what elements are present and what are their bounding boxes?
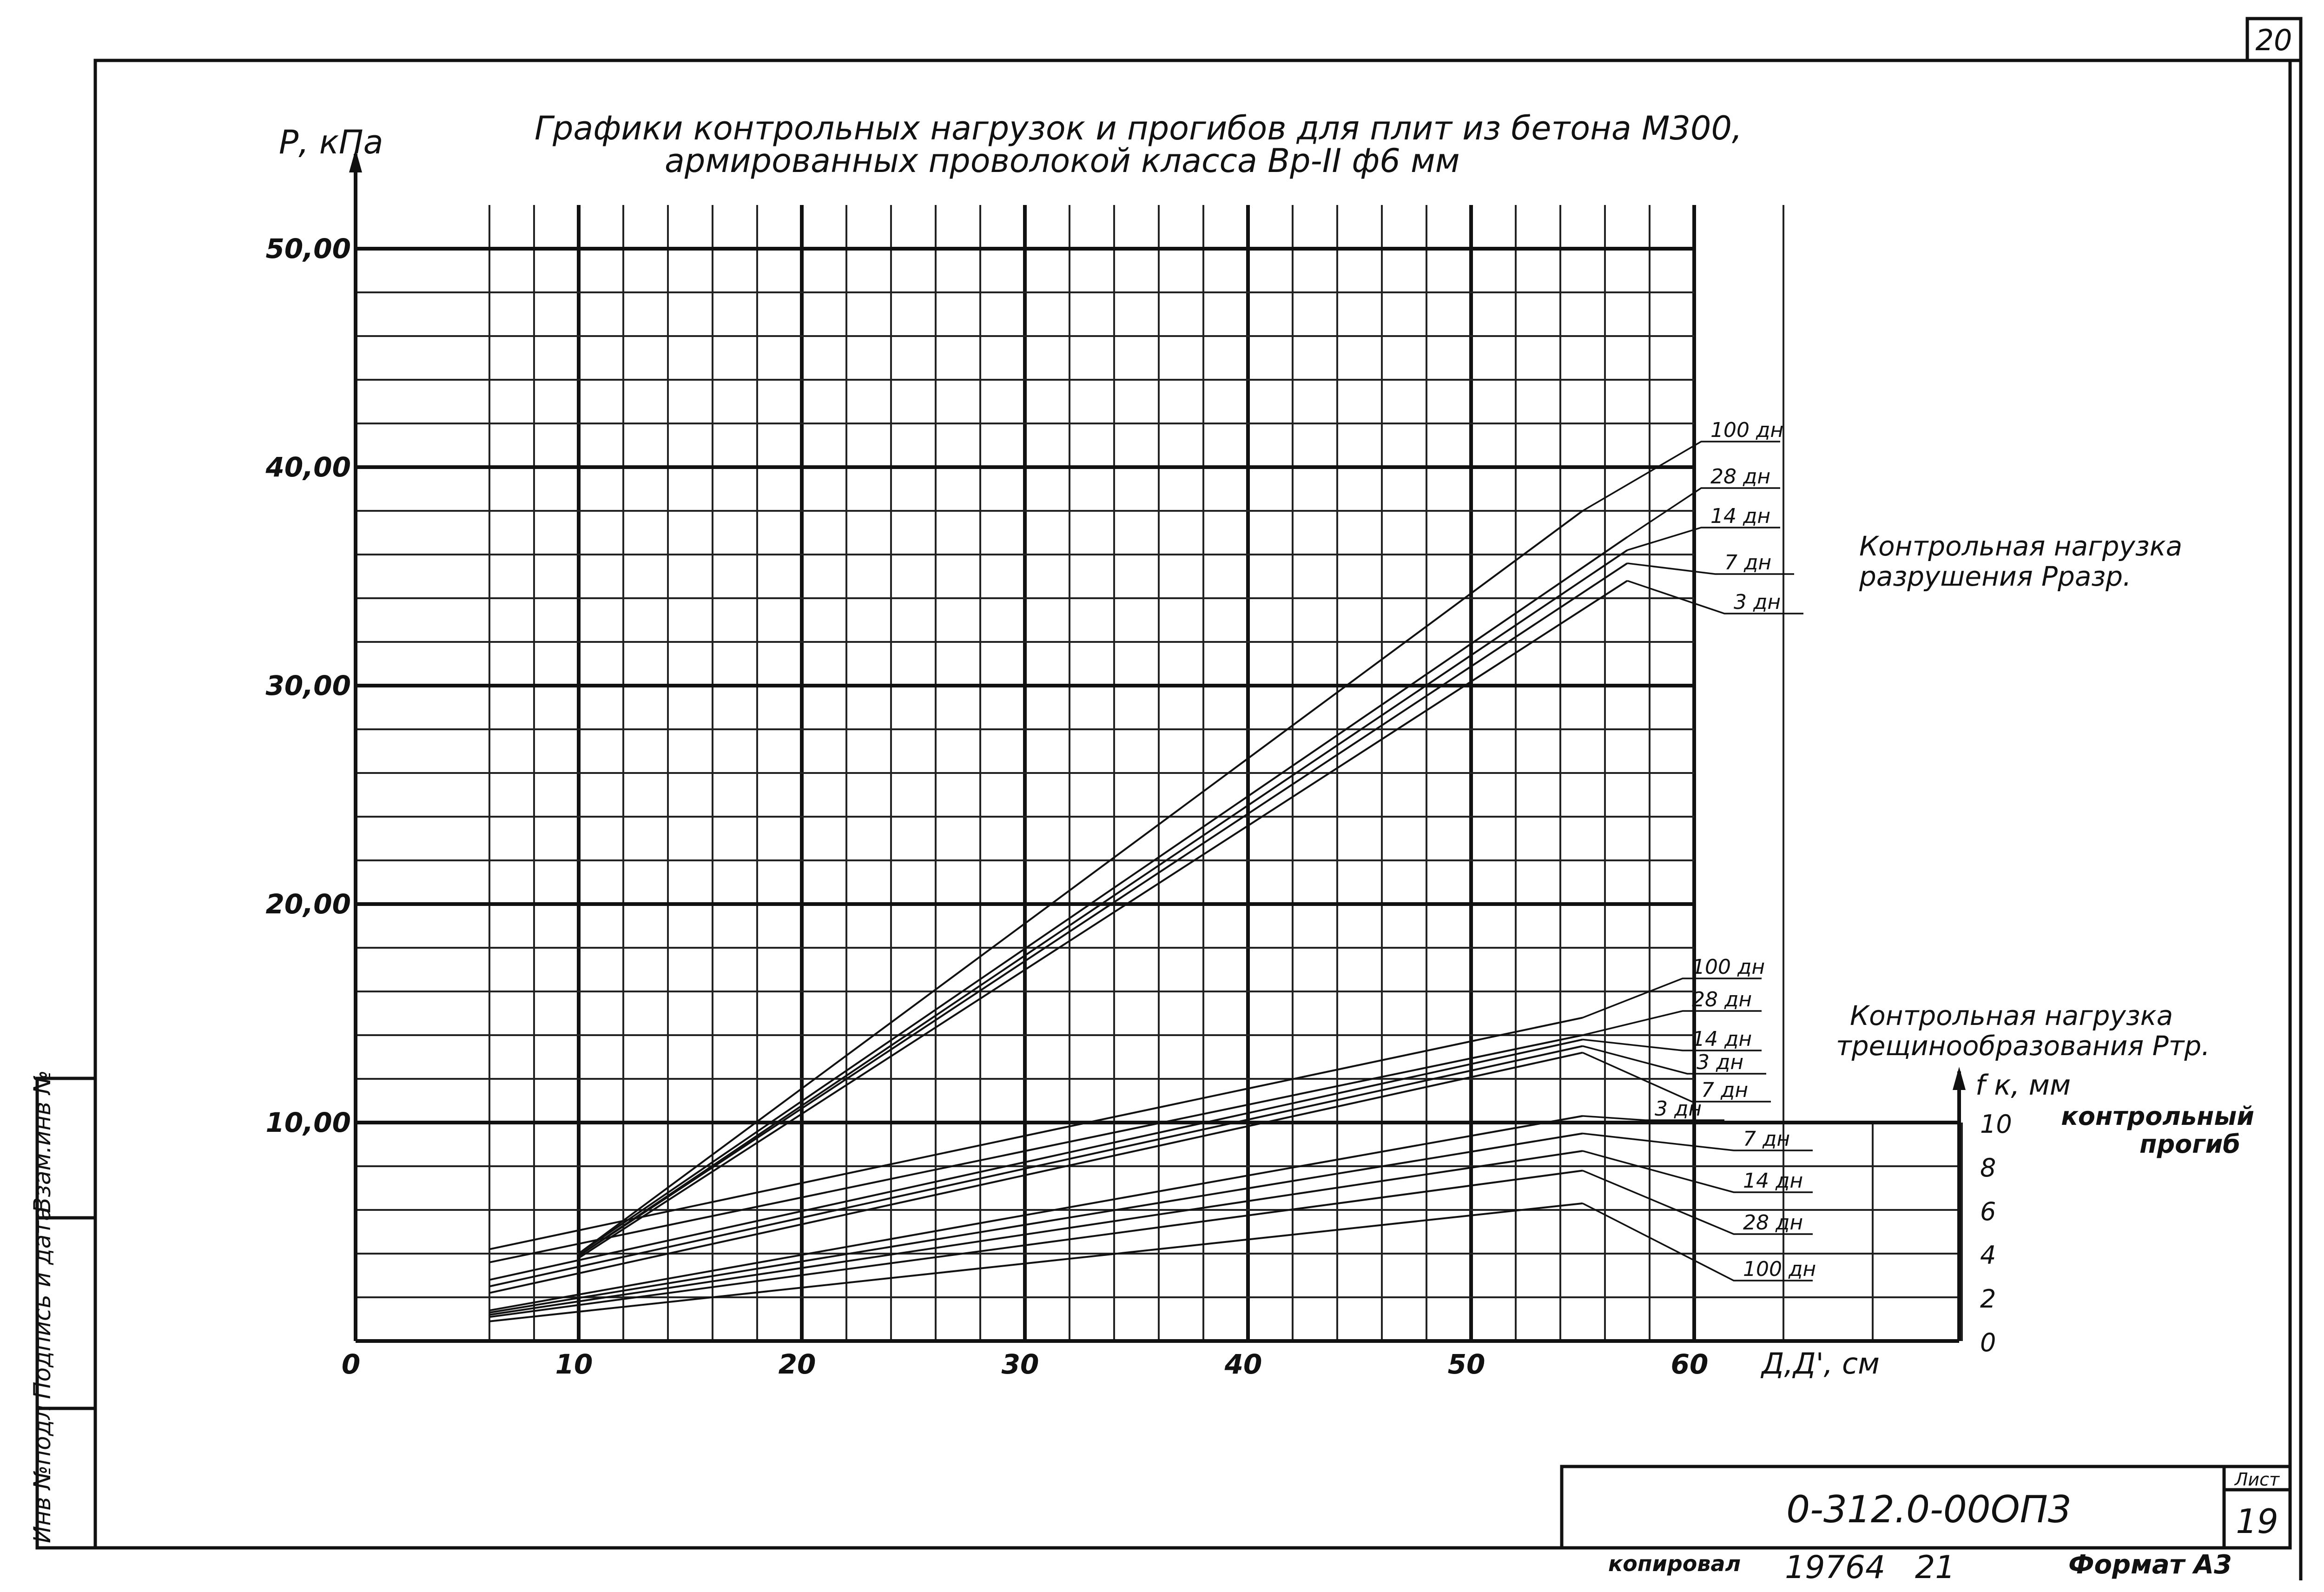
x-tick-label: 30 [1001,1348,1039,1380]
title-block [1562,1466,2290,1586]
series-label: 28 дн [1692,988,1752,1011]
series-label: 7 дн [1743,1127,1790,1151]
series-label: 14 дн [1743,1169,1803,1193]
y2-tick-label: 10 [1980,1110,2012,1139]
group-label-deflection-line1: контрольный [2061,1102,2254,1131]
series-label: 28 дн [1743,1211,1803,1235]
series-label: 3 дн [1734,590,1781,614]
series-label: 14 дн [1692,1027,1752,1051]
x-tick-label: 50 [1447,1348,1486,1380]
group-label-cracking-line2: трещинообразования Ртр. [1836,1030,2210,1062]
chart-title: Графики контрольных нагрузок и прогибов для плит из бетона М300, [535,109,1743,147]
group-label-failure-line1: Контрольная нагрузка [1859,530,2183,562]
y-tick-label: 20,00 [265,888,351,920]
x-tick-label: 40 [1224,1348,1262,1380]
y2-tick-label: 2 [1980,1284,1996,1314]
order-suffix: 21 [1915,1549,1955,1586]
corner-number: 20 [2255,23,2292,57]
side-column-text-1: Инв №подл [29,1405,56,1543]
x-axis-label: Д,Д', см [1762,1347,1880,1381]
chart-curves [489,442,1813,1321]
series-label: 100 дн [1692,955,1765,979]
side-column-text-2: Подпись и дата [29,1206,56,1399]
series-label: 100 дн [1743,1257,1816,1281]
series-label: 14 дн [1710,504,1771,528]
chart-tick-labels [265,233,2012,1380]
series-label: 7 дн [1701,1078,1749,1102]
series-line-2-4 [489,1203,1583,1321]
series-leader-2-0 [1583,1116,1724,1120]
x-tick-label: 0 [341,1348,361,1380]
side-column [29,1070,95,1548]
series-line-1-0 [489,1017,1583,1249]
y2-tick-label: 6 [1980,1197,1996,1226]
group-label-failure-line2: разрушения Рразр. [1859,561,2132,592]
y2-tick-label: 0 [1980,1328,1996,1357]
list-label: Лист [2234,1469,2280,1490]
y2-tick-label: 4 [1980,1241,1996,1270]
copied-label: копировал [1608,1551,1741,1576]
x-tick-label: 10 [555,1348,593,1380]
series-line-2-2 [489,1151,1583,1315]
format-label: Формат А3 [2068,1550,2232,1580]
x-tick-label: 20 [778,1348,816,1380]
y2-axis-arrow [1953,1067,1966,1090]
y-tick-label: 10,00 [265,1107,351,1138]
group-label-cracking-line1: Контрольная нагрузка [1850,1000,2173,1031]
y2-axis-label: f к, мм [1975,1069,2071,1102]
series-line-1-4 [489,1053,1583,1293]
series-label: 28 дн [1710,465,1771,489]
chart-series-labels [1655,418,1816,1281]
series-label: 3 дн [1655,1097,1702,1121]
list-number: 19 [2236,1502,2278,1541]
y2-tick-label: 8 [1980,1153,1996,1182]
chart [265,109,2254,1381]
series-line-1-1 [489,1035,1583,1262]
chart-axes [349,149,1966,1341]
group-label-deflection-line2: прогиб [2139,1130,2240,1159]
series-label: 7 дн [1724,551,1772,575]
series-line-2-0 [489,1116,1583,1310]
chart-grid [356,205,1962,1341]
series-label: 100 дн [1710,418,1784,442]
series-label: 3 дн [1697,1050,1744,1074]
y-tick-label: 50,00 [265,233,351,264]
stamp-code: 0-312.0-00ОП3 [1786,1488,2072,1531]
y-axis-label: Р, кПа [279,123,383,161]
side-column-text-3: Взам.инв № [29,1070,56,1213]
x-tick-label: 60 [1670,1348,1709,1380]
y-tick-label: 30,00 [265,670,351,701]
order-number: 19764 [1785,1549,1886,1586]
y-tick-label: 40,00 [265,451,351,483]
chart-subtitle: армированных проволокой класса Вр-II ф6 мм [665,142,1460,180]
